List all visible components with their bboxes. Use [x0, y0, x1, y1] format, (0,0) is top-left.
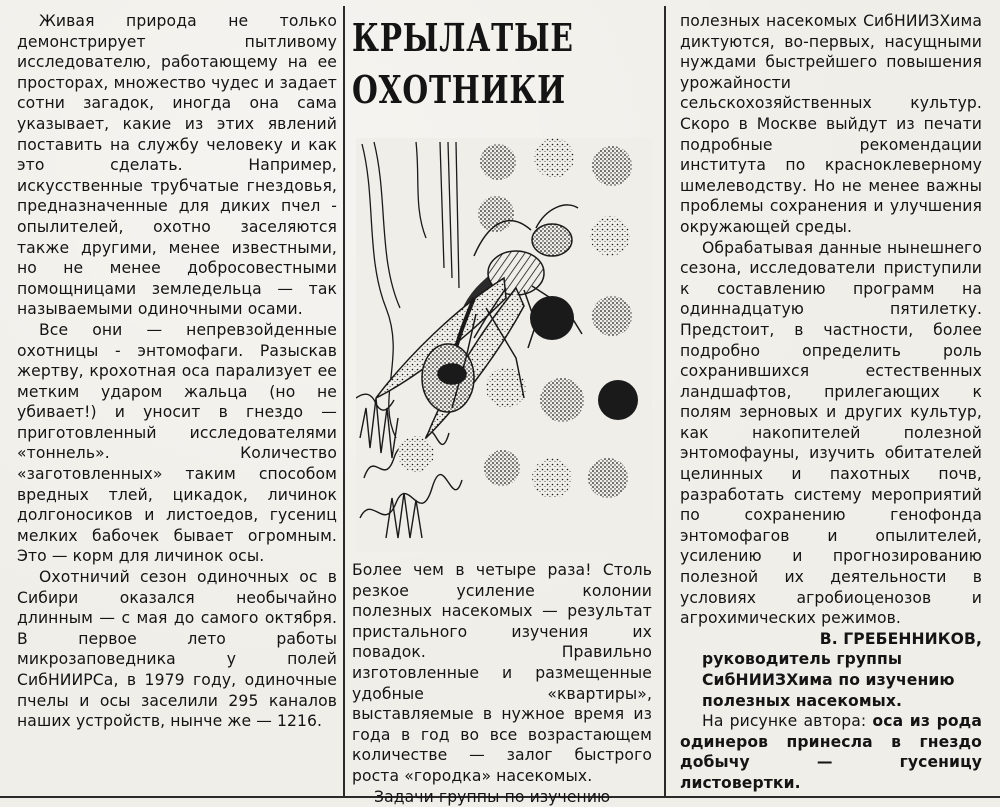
- author-signature: [680, 629, 982, 711]
- column-left: [17, 11, 337, 732]
- paragraph: Обрабатывая данные нынешнего сезона, исследователи приступили к составлению программ на одиннадцатую пятилетку. Предстоит, в частности, более подробно определить роль сохранившихся естественных ландшафтов, прилегающих к полям зерновых и других культур, как накопителей полезной энтомофауны, изучить обитателей целинных и пахотных почв, разработать систему мероприятий по сохранению генофонда энтомофагов и опылителей, усилению и прогнозированию полезной их деятельности в условиях агробиоценозов и агрохимических режимов.: [680, 238, 982, 628]
- caption-text: оса из рода одинеров принесла в гнездо добычу — гусеницу листовертки.: [680, 712, 982, 792]
- paragraph: Охотничий сезон одиночных ос в Сибири оказался необычайно длинным — с мая до самого октября. В первое лето работы микрозаповедника у полей СибНИИРСа, в 1979 году, одиночные пчелы и осы заселили 295 каналов наших устройств, нынче же — 1216.: [17, 568, 337, 731]
- paragraph: Живая природа не только демонстрирует пытливому исследователю, работающему на ее просторах, множество чудес и задает сотни загадок, иногда она сама указывает, какие из этих явлений поставить на службу человеку и как это сделать. Например, искусственные трубчатые гнездовья, предназначенные для диких пчел - опылителей, охотно заселяются также другими, менее известными, но не менее добросовестными помощницами земледельца — так называемыми одиночными осами.: [17, 12, 337, 319]
- headline-line: ОХОТНИКИ: [352, 67, 566, 112]
- author-name: В. ГРЕБЕННИКОВ,: [819, 629, 982, 648]
- author-role: руководитель группы СибНИИЗХима по изучению полезных насекомых.: [702, 650, 955, 710]
- paragraph: полезных насекомых СибНИИЗХима диктуются, во-первых, насущными нуждами быстрейшего повышения урожайности сельскохозяйственных культур. Скоро в Москве выйдут из печати подробные рекомендации института по красноклеверному шмелеводству. Но не менее важны проблемы сохранения и улучшения окружающей среды.: [680, 12, 982, 236]
- column-divider: [664, 6, 666, 796]
- paragraph: Все они — непревзойденные охотницы - энтомофаги. Разыскав жертву, крохотная оса парализует ее метким ударом жальца (но не убивает!) и уносит в гнездо — приготовленный исследователями «тоннель». Количество «заготовленных» таким способом вредных тлей, цикадок, личинок долгоносиков и листоедов, гусениц мелких бабочек бывает огромным. Это — корм для личинок осы.: [17, 320, 337, 566]
- figure-caption: [680, 711, 982, 793]
- headline: [352, 12, 586, 116]
- paragraph: Более чем в четыре раза! Столь резкое усиление колонии полезных насекомых — результат пристального изучения их повадок. Правильно изготовленные и размещенные удобные «квартиры», выставляемые в нужное время из года в год во все возрастающем количестве — залог быстрого роста «городка» насекомых.: [352, 561, 652, 785]
- caption-lead: На рисунке автора:: [702, 712, 867, 731]
- column-right: [680, 11, 982, 794]
- paragraph: Задачи группы по изучению: [374, 787, 611, 806]
- wasp-illustration-icon: [356, 138, 652, 552]
- column-divider: [343, 6, 345, 796]
- column-middle: [352, 560, 652, 807]
- headline-line: КРЫЛАТЫЕ: [352, 15, 574, 60]
